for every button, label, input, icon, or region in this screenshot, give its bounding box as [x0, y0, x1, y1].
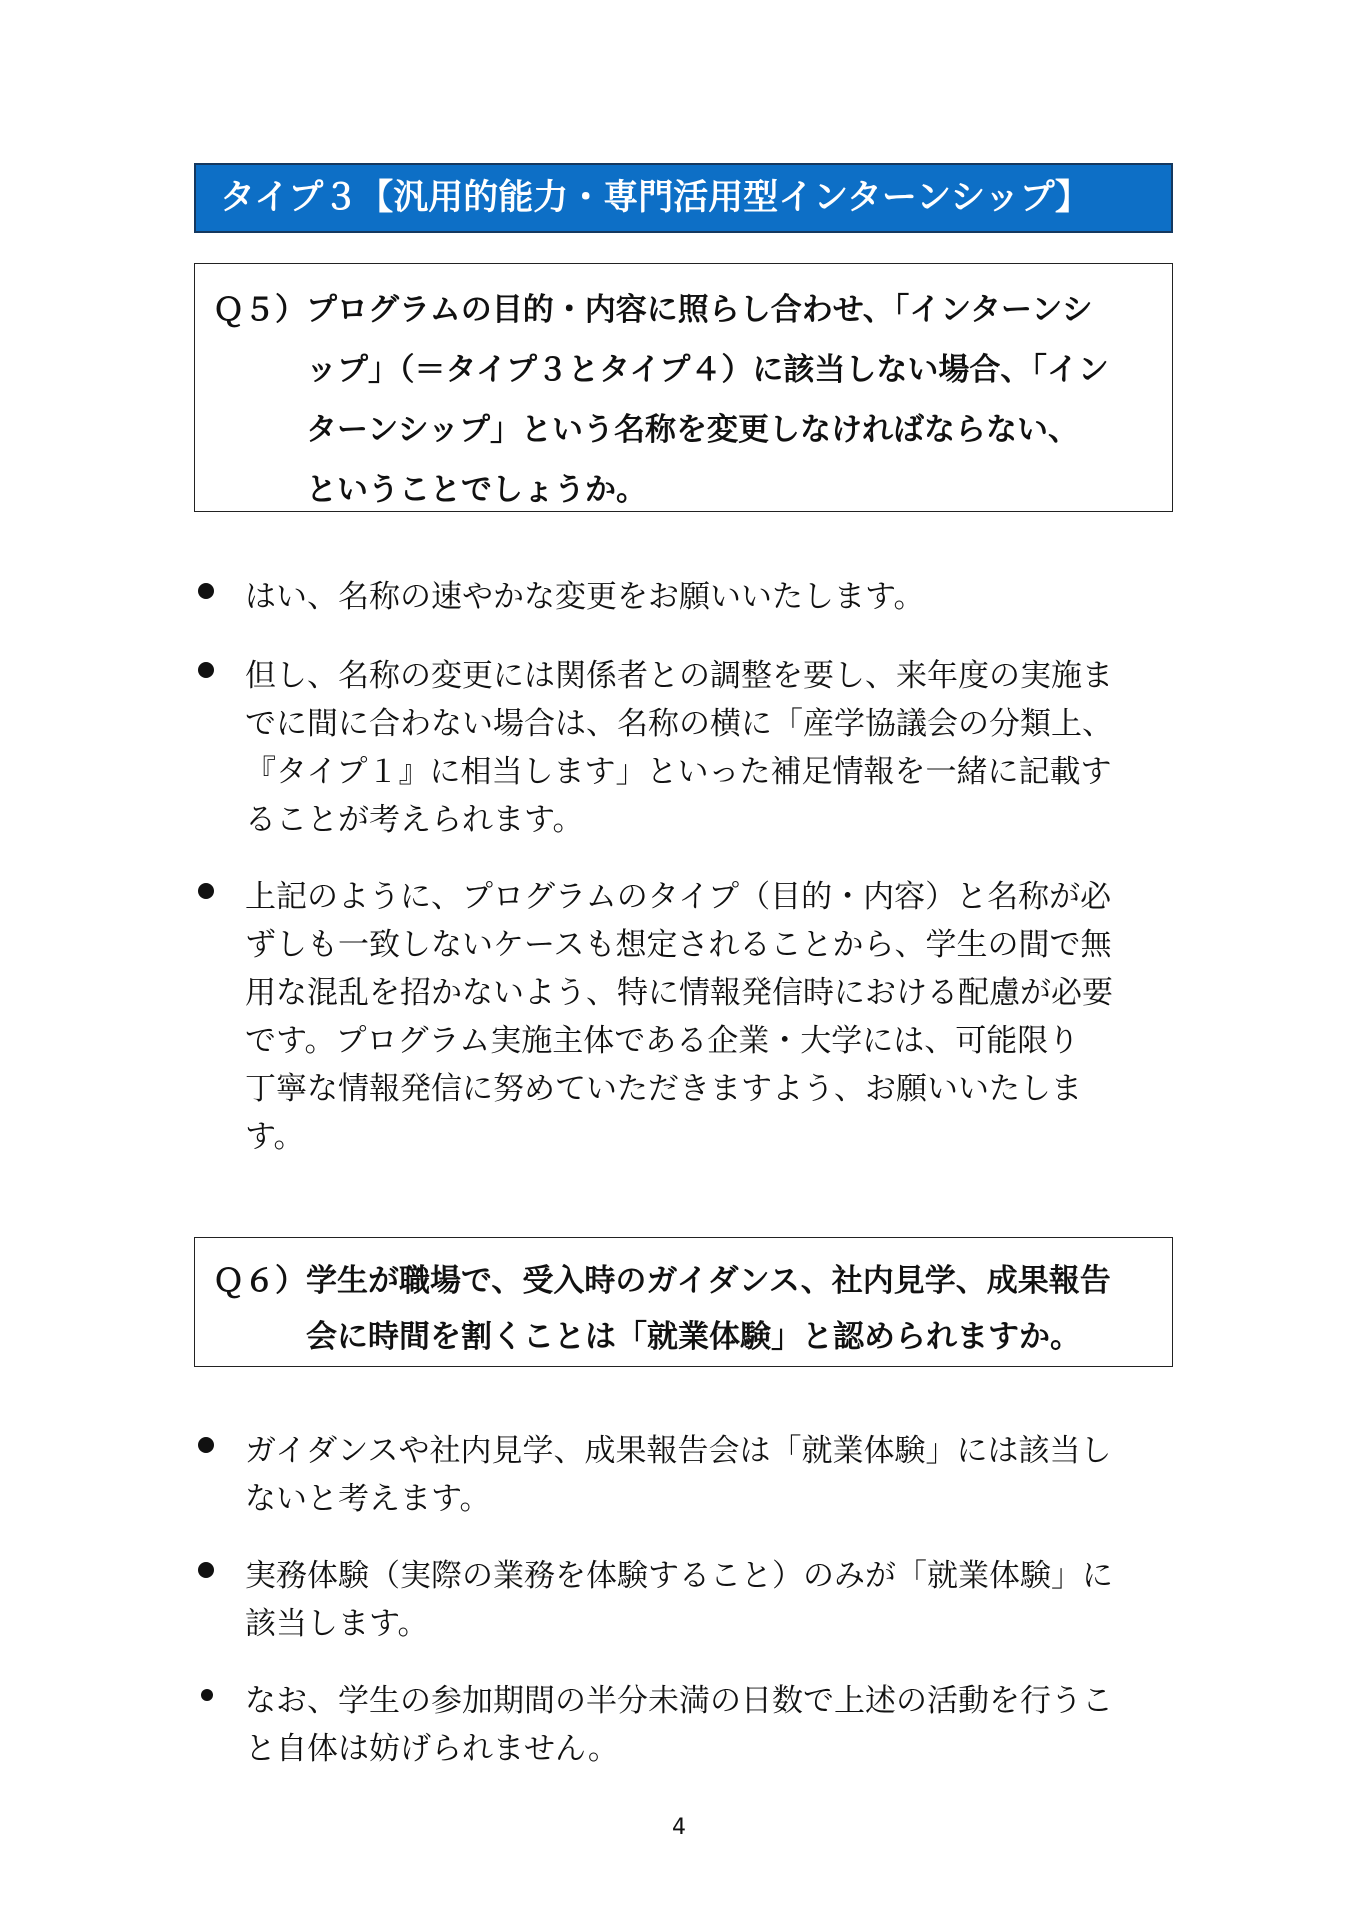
answer-line: ガイダンスや社内見学、成果報告会は「就業体験」には該当し [245, 1433, 1112, 1469]
q5-question-line-4: ということでしょうか。 [306, 472, 647, 508]
q6-label: Ｑ６） [213, 1263, 306, 1299]
page-number: 4 [672, 1815, 686, 1840]
q6-question-line-2: 会に時間を割くことは「就業体験」と認められますか。 [306, 1319, 1081, 1355]
answer-line: 『タイプ１』に相当します」といった補足情報を一緒に記載す [245, 754, 1112, 790]
q6-question-box [194, 1237, 1173, 1367]
answer-line: 該当します。 [245, 1606, 429, 1642]
answer-line: ることが考えられます。 [245, 802, 584, 838]
q5-question-line-1: プログラムの目的・内容に照らし合わせ、「インターンシ [306, 292, 1093, 328]
answer-line: 用な混乱を招かないよう、特に情報発信時における配慮が必要 [245, 975, 1113, 1011]
q5-question-line-3: ターンシップ」という名称を変更しなければならない、 [306, 412, 1079, 448]
answer-line: と自体は妨げられません。 [245, 1731, 619, 1767]
bullet-icon [198, 1437, 214, 1453]
answer-line: す。 [245, 1119, 305, 1155]
bullet-icon [198, 583, 214, 599]
answer-line: でに間に合わない場合は、名称の横に「産学協議会の分類上、 [245, 706, 1113, 742]
answer-line: 実務体験（実際の業務を体験すること）のみが「就業体験」に [245, 1558, 1113, 1594]
q5-question-box [194, 263, 1173, 512]
answer-line: 丁寧な情報発信に努めていただきますよう、お願いいたしま [245, 1071, 1082, 1107]
answer-line: ずしも一致しないケースも想定されることから、学生の間で無 [245, 927, 1112, 963]
bullet-icon [198, 1562, 214, 1578]
section-banner [194, 163, 1173, 233]
q5-question-line-2: ップ」（＝タイプ３とタイプ４）に該当しない場合、「イン [306, 352, 1109, 388]
bullet-icon [201, 1689, 213, 1701]
bullet-icon [198, 883, 214, 899]
q5-label: Ｑ５） [213, 292, 306, 328]
answer-line: ないと考えます。 [245, 1481, 491, 1517]
answer-line: はい、名称の速やかな変更をお願いいたします。 [245, 579, 925, 615]
bullet-icon [198, 662, 214, 678]
answer-line: なお、学生の参加期間の半分未満の日数で上述の活動を行うこ [245, 1683, 1113, 1719]
answer-line: 但し、名称の変更には関係者との調整を要し、来年度の実施ま [245, 658, 1113, 694]
answer-line: です。プログラム実施主体である企業・大学には、可能限り [245, 1023, 1080, 1059]
section-title: タイプ３【汎用的能力・専門活用型インターンシップ】 [220, 178, 1090, 218]
q6-question-line-1: 学生が職場で、受入時のガイダンス、社内見学、成果報告 [306, 1263, 1111, 1299]
answer-line: 上記のように、プログラムのタイプ（目的・内容）と名称が必 [245, 879, 1112, 915]
